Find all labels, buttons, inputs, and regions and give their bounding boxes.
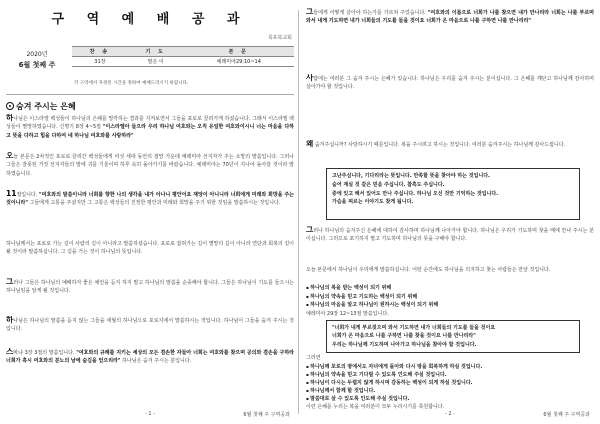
drop-initial: 그 [6,278,14,286]
bulletin-page-1 [6,8,294,418]
page-divider [298,10,299,414]
paragraph [6,316,294,342]
scripture-quote: "여호와의 말씀이니라 너희를 향한 나의 생각을 내가 아나니 평안이요 재앙이 아니니라 너희에게 미래와 희망을 주는 것이니라" [6,192,294,207]
paragraph-text: 절입니다. [16,192,40,198]
date-box [12,50,62,70]
paragraph-text: 러나 그들은 하나님의 예배하자 좋은 예언을 듣지 하지 말고 하나님의 말씀을 순종해야 합니다. 그들은 하나님이 기도를 들으시는 하나님임을 알게 될 것입니다. [6,280,294,295]
list-item: ▪ 하나님이 다시는 두렵지 않게 하시며 감동하는 백성이 되게 하실 것입니다. [306,379,594,387]
box-line: 중에 잊고 해서 있어도 만나 주십니다. 하나님 오신 것만 기억하는 것입니다. [332,190,499,197]
list-item: ▪ 하나님의 마음을 알고 하나님이 원하시는 백성이 되기 위해 [306,301,594,310]
box-line: 너희가 온 마음으로 나를 구하면 나를 찾을 것이요 나를 만나리라" [332,333,476,340]
header-prayer: 기 도 [128,47,184,57]
scripture-quote: "이스라엘아 들으라 우리 하나님 여호와는 오직 유일한 여호와이시니 너는 마음을 다하고 뜻을 다하고 힘을 다하여 네 하나님 여호와를 사랑하라" [6,124,294,139]
paragraph-text: 나님은 이스라엘 백성들이 하나님의 은혜를 망각하는 결과를 지켜보면서 그들을 포로로 끌려가게 하셨습니다. 그래서 이스라엘 백성들이 멸망하였습니다. 신명기 8장 4~5절 [6,116,294,131]
bullet-list [306,284,594,318]
box-line: "너희가 내게 부르짖으며 와서 기도하면 내가 너희들의 기도를 들을 것이요 [332,325,496,331]
drop-initial: 그 [306,8,314,16]
paragraph-text: 바냐 3장 3절의 말씀입니다. [13,350,77,356]
table-row [72,57,294,67]
bulletin-label: 6월 첫째 주 구역공과 [243,412,290,418]
drop-initial: 오 [6,152,14,160]
paragraph-text: 그들에게 고통을 주셨지만 그 고통은 백성들의 진정한 평안과 미래와 희망을 주기 위한 것임을 말씀하시는 것입니다. [27,200,281,207]
drop-initial: 11 [6,190,17,198]
drop-initial: 왜 [306,140,314,148]
list-item: ▪ 하나님의 약속을 믿고 기다릴 수 있도록 인도해 주실 것입니다. [306,371,594,379]
paragraph [306,266,594,284]
paragraph-text: 늘 본문은 2차적인 포로로 끌려간 백성들에게 여섯 세대 동안의 절망 가운데 예레미야 선지자가 주는 소망의 말씀입니다. 그러나 그들은 잘못된 거짓 선지자들의 말에 귀를 기울이며 하루 속히 돌아가기를 바랐습니다. 예레미야는 70년이 지나야 돌아갈 것이라 말하였습니다. [6,154,294,177]
list-item: ▪ 하나님께 포로의 땅에서도 자녀에게 돌아와 다시 땅을 회복하게 하실 것입니다. [306,363,594,371]
paragraph-text: 들에게 어떻게 살아야 하는가를 가르쳐 주었습니다. [313,10,428,16]
paragraph-text: 람에는 여러분 그 숨겨 주시는 은혜가 있습니다. 하나님은 우리를 숨겨 주시는 분이십니다. 그 은혜를 깨닫고 하나님께 감사하며 살아가야 할 것입니다. [306,76,594,91]
paragraph [306,140,594,166]
paragraph-text: 하나님께서는 포로로 가는 길이 사람의 길이 아니라고 말씀하셨습니다. 포로로 잡혀가는 길이 멸망의 길이 아니라 연단과 회복의 길이 될 것이라 말씀하십니다. 그 길을 가는 것이 하나님의 뜻입니다. [6,241,294,256]
bullet-circle-icon [6,102,14,110]
paragraph-text: 러나 하나님의 숨겨주신 은혜에 대하여 감사하며 하나님께 나아가야 합니다. 하나님은 우리가 기도하며 찾을 때에 만나 주시는 분이십니다. 그러므로 포기하지 말고 기도하며 하나님의 뜻을 구해야 합니다. [306,228,594,243]
scripture-box [326,320,580,353]
page-number: - 1 - [145,411,155,417]
worship-info-table [72,46,294,67]
cell-hymn: 31장 [72,57,128,67]
paragraph [306,8,594,52]
page-number: - 2 - [445,411,455,417]
summary-box [326,168,580,220]
list-item: ▪ 하나님의 약속을 믿고 기도하는 백성이 되기 위해 [306,293,594,302]
section-heading [6,101,76,112]
cell-prayer: 말은 이 [128,57,184,67]
paragraph [6,190,294,234]
paragraph-text: 숨겨주십니까? 사랑하시기 때문입니다. 복을 주시려고 하시는 것입니다. 여러분 숨겨주시는 하나님께 감사드립니다. [313,142,566,148]
paragraph-text: 나님은 하나님의 말씀을 듣지 않는 그들을 세월의 하나님으로 포로지에서 말씀하시는 것입니다. 하나님이 그들을 숨겨 주시는 것입니다. [6,318,294,333]
table-header-row [72,47,294,57]
list-item: ▪ 하나님께서 함께 할 것입니다. [306,387,594,395]
bulletin-label: 6월 첫째 주 구역공과 [543,412,590,418]
verse-intro: 예레미야 29장 12~13절 말씀입니다. [306,310,389,317]
heading-text: 숨겨 주시는 은혜 [16,102,76,111]
church-name: 목포북교회 [267,35,292,41]
header-hymn: 찬 송 [72,47,128,57]
header-text: 본 문 [184,47,294,57]
list-item: ▪ 하나님의 복을 받는 백성이 되기 위해 [306,284,594,293]
scripture-quote: "여호와의 규례를 지키는 세상의 모든 겸손한 자들아 너희는 여호와를 찾으며 공의와 겸손을 구하라 너희가 혹시 여호와의 분노의 날에 숨김을 얻으리라" [6,350,294,365]
closing-list [306,354,594,411]
paragraph [6,348,294,392]
paragraph [6,278,294,312]
paragraph [6,240,294,274]
paragraph [6,152,294,186]
date-year: 2020년 [26,51,48,58]
box-line: 가슴을 찌르는 이야기도 찾게 됩니다. [332,199,414,206]
box-line: 우리는 하나님께 기도하며 나아가고 하나님을 찾아야 할 것입니다. [332,341,477,348]
list-item: ▪ 말씀대로 살 수 있도록 인도해 주실 것입니다. [306,395,594,403]
paragraph [306,74,594,118]
box-line: 고난주심니다, 기다리라는 뜻입니다. 만족할 뜻을 찾아야 하는 것입니다. [332,173,490,179]
cell-text: 예레미야29:10~14 [184,57,294,67]
drop-initial: 스 [6,348,14,356]
paragraph [6,114,294,150]
section-divider [6,94,294,95]
drop-initial: 사 [306,74,314,82]
paragraph-text: 하나님은 숨겨 주시는 분입니다. [120,358,192,365]
closing-label: 그러면 [306,355,321,361]
table-note: 각 구역에서 자정된 시간을 정하여 예배드리시기 바랍니다. [74,81,189,86]
drop-initial: 하 [6,316,14,324]
paragraph-text: 오늘 본문에서 하나님이 우리에게 말씀하십니다. 어떤 순간에도 하나님을 의지하고 찾는 사람들은 만날 것입니다. [306,267,551,273]
drop-initial: 그 [306,226,314,234]
date-week: 6월 첫째 주 [18,61,56,69]
paragraph [306,226,594,260]
scripture-quote: "여호와의 이름으로 너희가 나를 찾으면 내가 만나리라 너희는 나를 부르며 와서 내게 기도하면 내가 너희들의 기도를 들을 것이요 너희가 온 마음으로 나를 구하면 나를 만나리라" [306,10,594,25]
page-title: 구 역 예 배 공 과 [51,12,249,27]
box-line [332,207,574,216]
drop-initial: 하 [6,114,14,122]
box-line: 숨어 계실 것 같은 믿음 주십니다. 참혹도 주십니다. [332,181,445,188]
bulletin-page-2 [306,8,594,418]
closing-text: 이런 은혜를 누리는 복을 여러분이 모두 누리시기를 축원합니다. [306,403,445,410]
